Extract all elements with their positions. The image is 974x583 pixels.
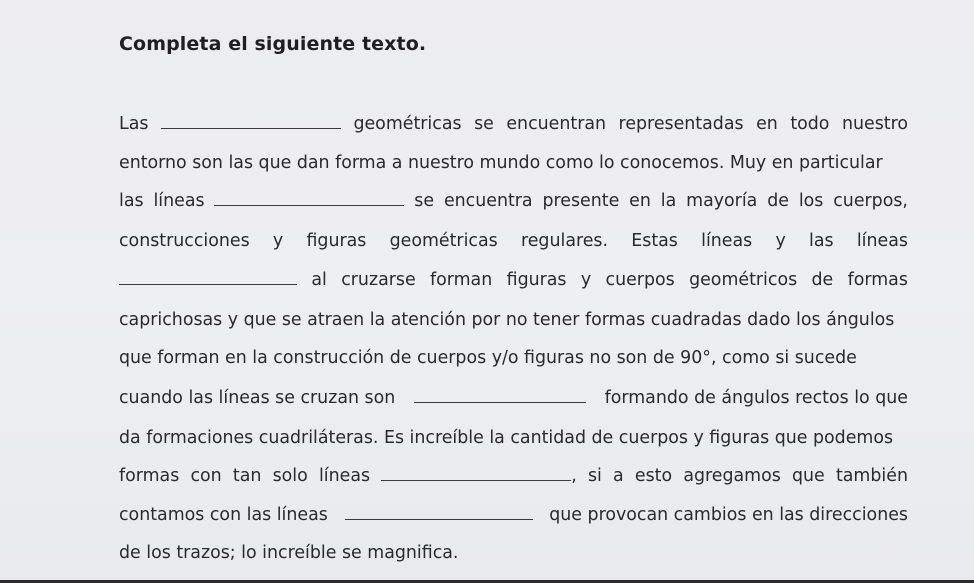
line-text: entorno son las que dan forma a nuestro mundo como lo conocemos. Muy en particular	[119, 153, 883, 173]
word: líneas	[701, 231, 753, 251]
text-line-11	[119, 504, 908, 526]
phrase: contamos con las líneas	[119, 505, 328, 525]
word: regulares.	[520, 231, 609, 251]
word: en	[756, 114, 778, 134]
word: y	[775, 231, 786, 251]
word: Las	[119, 114, 149, 134]
exercise-title: Completa el siguiente texto.	[119, 33, 427, 55]
line-text: da formaciones cuadriláteras. Es increíble la cantidad de cuerpos y figuras que podemos	[119, 428, 894, 448]
word: figuras	[306, 231, 367, 251]
text-line-2	[119, 152, 908, 174]
word: cuerpos,	[833, 191, 908, 211]
word: mayoría	[686, 191, 758, 211]
word: se	[414, 191, 435, 211]
word: líneas	[856, 231, 908, 251]
line-text: caprichosas y que se atraen la atención por no tener formas cuadradas dado los ángulos	[119, 310, 895, 330]
word: los	[798, 191, 824, 211]
word: si	[587, 466, 602, 486]
word: a	[613, 466, 624, 486]
fill-in-blank-4[interactable]	[414, 388, 586, 403]
word: tan	[232, 466, 262, 486]
word: geométricas	[389, 231, 498, 251]
word: geométricas	[353, 114, 462, 134]
line-text: que forman en la construcción de cuerpos y/o figuras no son de 90°, como si sucede	[119, 348, 857, 368]
word: las	[809, 231, 834, 251]
word: la	[660, 191, 677, 211]
word: formas	[119, 466, 180, 486]
blank-with-comma[interactable]: ,	[381, 465, 577, 487]
text-line-8	[119, 387, 908, 409]
word: agregamos	[683, 466, 781, 486]
word: geométricos	[689, 270, 798, 290]
text-line-12	[119, 542, 908, 564]
phrase: cuando las líneas se cruzan son	[119, 388, 396, 408]
word: líneas	[153, 191, 205, 211]
word: al	[311, 270, 327, 290]
phrase: que provocan cambios en las direcciones	[549, 505, 908, 525]
fill-in-blank-3[interactable]	[119, 270, 297, 285]
fill-in-blank-1[interactable]	[161, 114, 341, 129]
word: representadas	[618, 114, 744, 134]
word: y	[272, 231, 284, 251]
word: cruzarse	[341, 270, 416, 290]
line-text: de los trazos; lo increíble se magnifica.	[119, 543, 459, 563]
word: de	[811, 270, 834, 290]
word: que	[792, 466, 825, 486]
word: líneas	[318, 466, 371, 486]
fill-in-blank-6[interactable]	[345, 505, 533, 520]
word: de	[767, 191, 789, 211]
word: todo	[790, 114, 830, 134]
fill-in-blank-2[interactable]	[214, 191, 404, 206]
word: se	[474, 114, 494, 134]
phrase: formando de ángulos rectos lo que	[604, 388, 908, 408]
word: construcciones	[119, 231, 250, 251]
text-line-3	[119, 190, 908, 212]
word: presente	[542, 191, 620, 211]
text-line-10	[119, 465, 908, 487]
word: figuras	[506, 270, 567, 290]
word: y	[580, 270, 592, 290]
word: forman	[430, 270, 493, 290]
text-line-4	[119, 230, 908, 252]
word: nuestro	[841, 114, 908, 134]
text-line-9	[119, 427, 908, 449]
word: formas	[847, 270, 908, 290]
word: las	[119, 191, 144, 211]
text-line-6	[119, 309, 908, 331]
word: en	[629, 191, 651, 211]
word: esto	[634, 466, 673, 486]
word: Estas	[631, 231, 678, 251]
text-line-1	[119, 113, 908, 135]
word: encuentra	[443, 191, 533, 211]
word: encuentran	[506, 114, 607, 134]
word: solo	[272, 466, 308, 486]
text-line-5	[119, 269, 908, 291]
fill-in-blank-5[interactable]	[381, 466, 571, 481]
word: cuerpos	[605, 270, 675, 290]
word: con	[190, 466, 222, 486]
word: también	[835, 466, 908, 486]
text-line-7	[119, 347, 908, 369]
